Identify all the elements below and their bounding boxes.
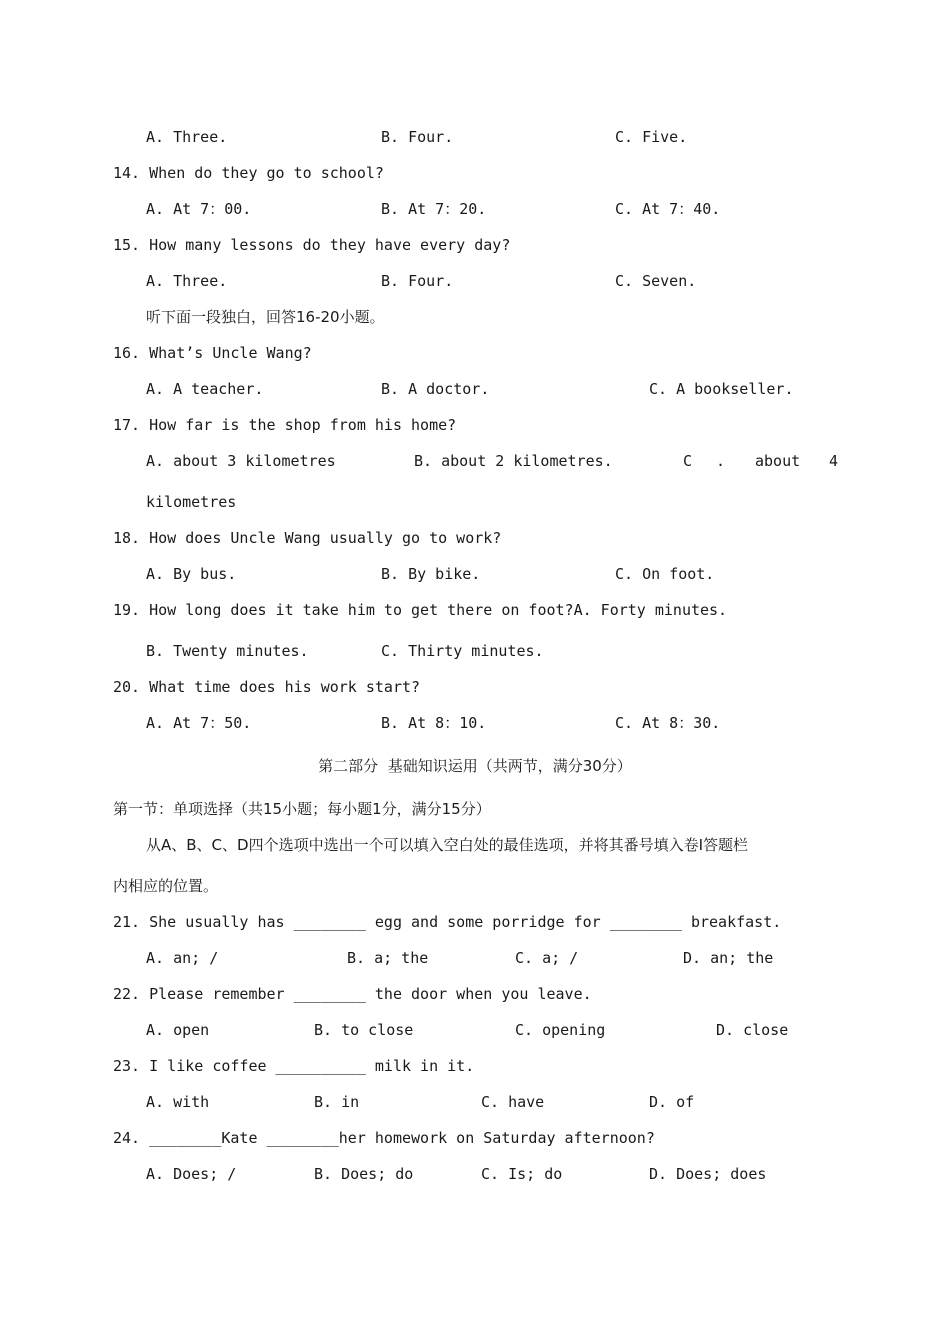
q20-stem: 20. What time does his work start?	[113, 678, 421, 696]
q20-option-c: C. At 8：30.	[615, 714, 721, 732]
section1-instruction-line1: 从A、B、C、D四个选项中选出一个可以填入空白处的最佳选项，并将其番号填入卷Ⅰ答题栏	[146, 836, 749, 854]
section1-instruction-line2: 内相应的位置。	[113, 877, 219, 895]
q24-option-d: D. Does; does	[649, 1165, 767, 1183]
q23-option-b: B. in	[314, 1093, 360, 1111]
q13-option-b: B. Four.	[381, 128, 454, 146]
q24-stem: 24. ________Kate ________her homework on Saturday afternoon?	[113, 1129, 655, 1147]
q22-option-a: A. open	[146, 1021, 210, 1039]
q16-option-c: C. A bookseller.	[649, 380, 794, 398]
q15-option-c: C. Seven.	[615, 272, 697, 290]
q24-option-b: B. Does; do	[314, 1165, 414, 1183]
q24-option-c: C. Is; do	[481, 1165, 563, 1183]
q18-option-a: A. By bus.	[146, 565, 237, 583]
q17-option-c-about: about	[755, 452, 801, 470]
q15-option-a: A. Three.	[146, 272, 228, 290]
q24-option-a: A. Does; /	[146, 1165, 237, 1183]
q17-option-b: B. about 2 kilometres.	[414, 452, 613, 470]
q17-option-c-continuation: kilometres	[146, 493, 237, 511]
q22-option-c: C. opening	[515, 1021, 606, 1039]
q16-option-b: B. A doctor.	[381, 380, 490, 398]
q23-option-a: A. with	[146, 1093, 210, 1111]
q22-option-d: D. close	[716, 1021, 789, 1039]
q21-stem: 21. She usually has ________ egg and some porridge for ________ breakfast.	[113, 913, 782, 931]
q22-option-b: B. to close	[314, 1021, 414, 1039]
q16-option-a: A. A teacher.	[146, 380, 264, 398]
q17-option-a: A. about 3 kilometres	[146, 452, 336, 470]
q22-stem: 22. Please remember ________ the door when you leave.	[113, 985, 592, 1003]
q17-option-c-letter: C	[683, 452, 693, 470]
q14-option-b: B. At 7：20.	[381, 200, 487, 218]
q21-option-a: A. an; /	[146, 949, 219, 967]
q21-option-d: D. an; the	[683, 949, 774, 967]
section1-title: 第一节：单项选择（共15小题；每小题1分，满分15分）	[113, 800, 491, 818]
q17-option-c-number: 4	[829, 452, 839, 470]
q16-stem: 16. What’s Uncle Wang?	[113, 344, 312, 362]
q13-option-c: C. Five.	[615, 128, 688, 146]
q21-option-b: B. a; the	[347, 949, 429, 967]
q23-option-c: C. have	[481, 1093, 545, 1111]
q18-stem: 18. How does Uncle Wang usually go to work?	[113, 529, 502, 547]
q18-option-b: B. By bike.	[381, 565, 481, 583]
q14-stem: 14. When do they go to school?	[113, 164, 384, 182]
q19-option-b: B. Twenty minutes.	[146, 642, 309, 660]
q19-option-c: C. Thirty minutes.	[381, 642, 544, 660]
q21-option-c: C. a; /	[515, 949, 579, 967]
q15-stem: 15. How many lessons do they have every day?	[113, 236, 511, 254]
q14-option-c: C. At 7：40.	[615, 200, 721, 218]
q17-option-c-dot: .	[716, 452, 726, 470]
q20-option-b: B. At 8：10.	[381, 714, 487, 732]
q23-option-d: D. of	[649, 1093, 695, 1111]
q20-option-a: A. At 7：50.	[146, 714, 252, 732]
q23-stem: 23. I like coffee __________ milk in it.	[113, 1057, 475, 1075]
q13-option-a: A. Three.	[146, 128, 228, 146]
part2-title: 第二部分 基础知识运用（共两节，满分30分）	[318, 757, 632, 775]
q15-option-b: B. Four.	[381, 272, 454, 290]
q14-option-a: A. At 7：00.	[146, 200, 252, 218]
q17-stem: 17. How far is the shop from his home?	[113, 416, 457, 434]
monologue-instruction: 听下面一段独白，回答16-20小题。	[146, 308, 385, 326]
q18-option-c: C. On foot.	[615, 565, 715, 583]
q19-stem: 19. How long does it take him to get there on foot?A. Forty minutes.	[113, 601, 728, 619]
